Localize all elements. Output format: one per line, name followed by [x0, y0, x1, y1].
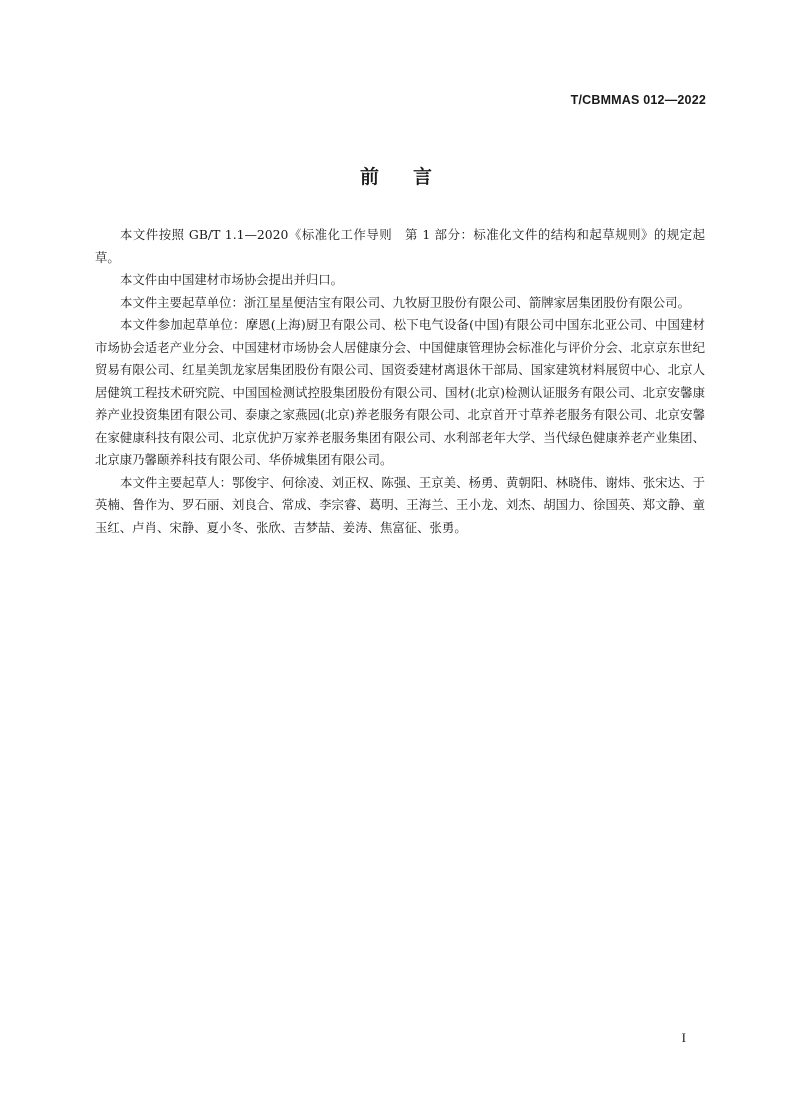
paragraph-main-drafting-units: 本文件主要起草单位：浙江星星便洁宝有限公司、九牧厨卫股份有限公司、箭牌家居集团股份有限公司。: [120, 294, 690, 310]
page-number: I: [681, 1030, 686, 1045]
paragraph-drafting-rules: 本文件按照 GB/T 1.1—2020《标准化工作导则 第 1 部分：标准化文件的结构和起草规则》的规定起草。: [95, 227, 705, 265]
paragraph-proposer: 本文件由中国建材市场协会提出并归口。: [120, 272, 344, 287]
paragraph-main-drafters: 本文件主要起草人：鄂俊宇、何徐凌、刘正权、陈强、王京美、杨勇、黄朝阳、林晓伟、谢炜、张宋达、于英楠、鲁作为、罗石丽、刘良合、常成、李宗睿、葛明、王海兰、王小龙、刘杰、胡国力、徐国英、郑文静、童玉红、卢肖、宋静、夏小冬、张欣、吉梦喆、姜涛、焦富征、张勇。: [95, 474, 705, 535]
document-code: T/CBMMAS 012—2022: [570, 93, 706, 107]
foreword-body: [95, 224, 705, 539]
section-title: 前言: [359, 166, 466, 188]
paragraph-participating-units: 本文件参加起草单位：摩恩(上海)厨卫有限公司、松下电气设备(中国)有限公司中国东北亚公司、中国建材市场协会适老产业分会、中国建材市场协会人居健康分会、中国健康管理协会标准化与评价分会、北京京东世纪贸易有限公司、红星美凯龙家居集团股份有限公司、国资委建材离退休干部局、国家建筑材料展贸中心、北京人居健筑工程技术研究院、中国国检测试控股集团股份有限公司、国材(北京)检测认证服务有限公司、北京安馨康养产业投资集团有限公司、泰康之家燕园(北京)养老服务有限公司、北京首开寸草养老服务有限公司、北京安馨在家健康科技有限公司、北京优护万家养老服务集团有限公司、水利部老年大学、当代绿色健康养老产业集团、北京康乃馨颐养科技有限公司、华侨城集团有限公司。: [95, 317, 705, 467]
